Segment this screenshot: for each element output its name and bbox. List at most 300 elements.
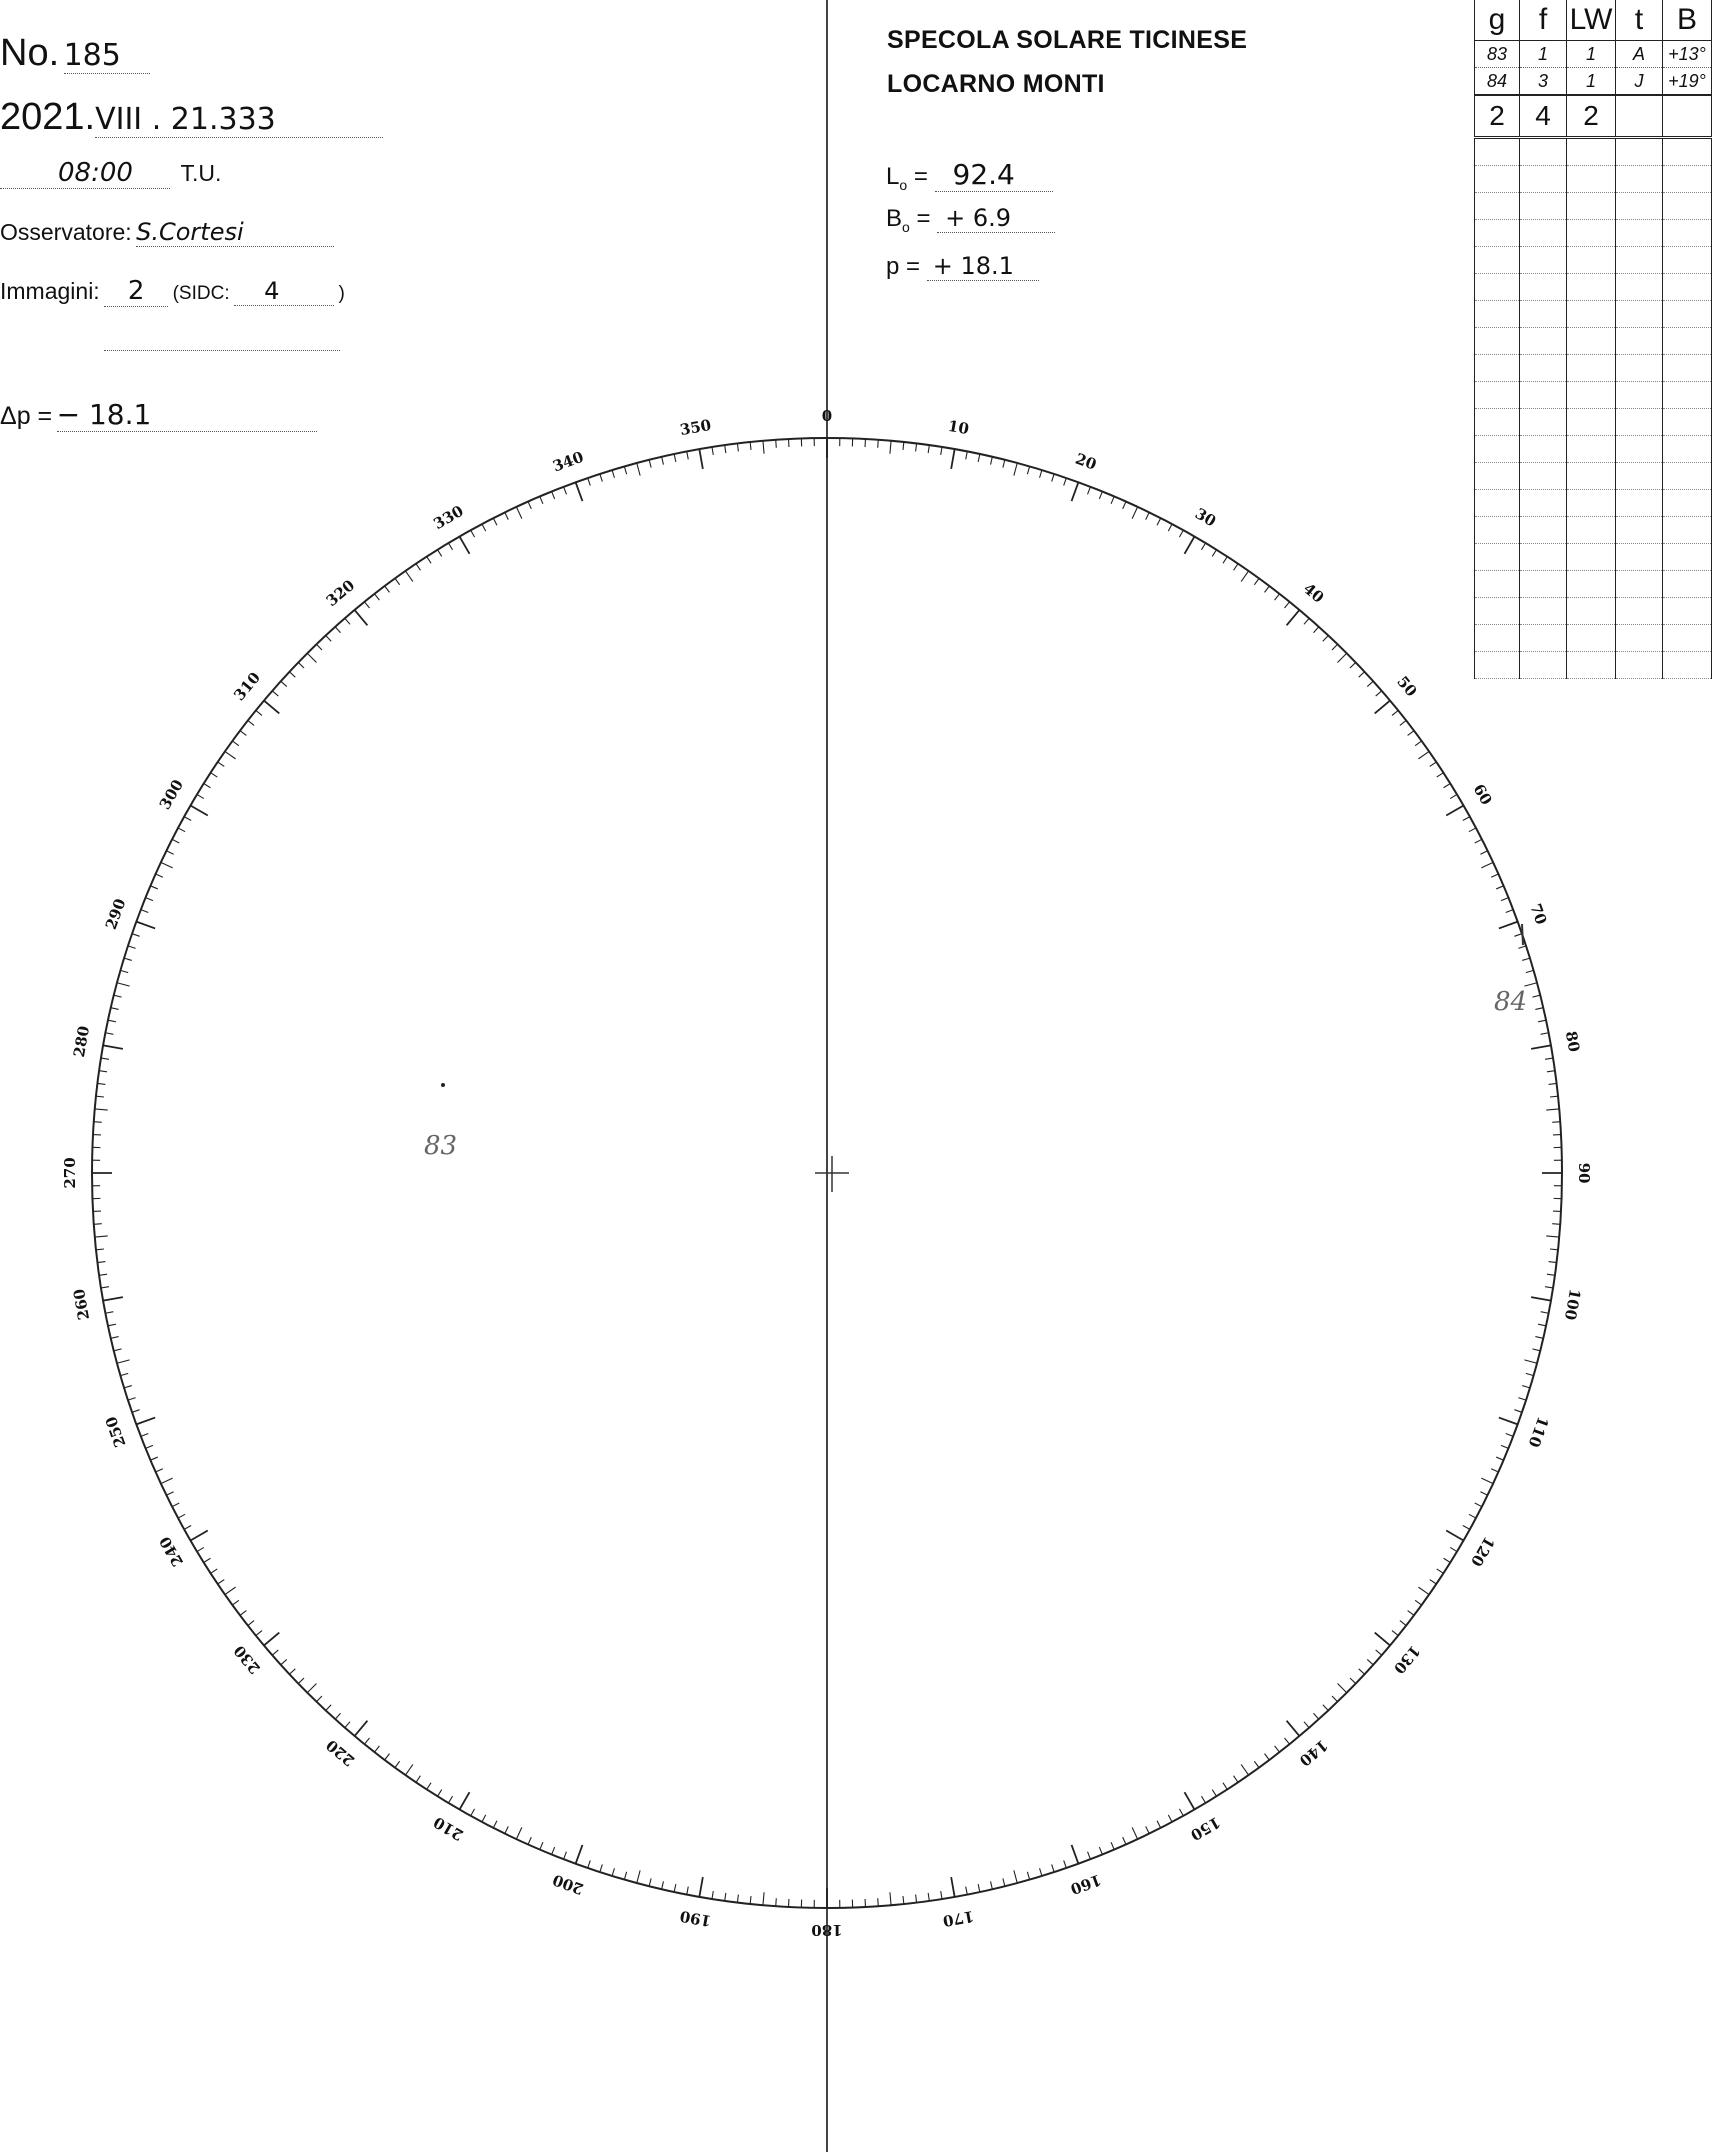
limb-tick — [1437, 1569, 1444, 1573]
limb-tick — [1157, 1821, 1161, 1828]
limb-tick — [298, 1678, 304, 1684]
limb-tick — [776, 440, 777, 448]
limb-tick — [991, 457, 993, 465]
institute-title: SPECOLA SOLARE TICINESE — [887, 26, 1248, 54]
limb-tick — [516, 507, 521, 519]
date-field[interactable]: VIII . 21.333 — [95, 102, 383, 138]
limb-tick — [649, 1878, 651, 1886]
limb-tick — [1518, 1398, 1526, 1400]
limb-tick — [1538, 1324, 1546, 1326]
limb-tick — [161, 1478, 173, 1483]
limb-tick — [1323, 1705, 1328, 1711]
limb-tick — [1375, 701, 1390, 714]
limb-tick — [951, 449, 954, 469]
limb-tick — [1350, 662, 1356, 668]
limb-tick — [674, 1884, 676, 1892]
limb-tick — [99, 1071, 107, 1072]
limb-tick — [903, 1896, 904, 1904]
limb-tick — [890, 1892, 891, 1905]
delta-p-field[interactable]: − 18.1 — [57, 398, 317, 432]
limb-tick — [763, 1892, 764, 1905]
limb-tick — [1400, 720, 1406, 725]
limb-tick-label: 150 — [1187, 1812, 1224, 1845]
limb-tick — [405, 571, 412, 582]
limb-tick — [1265, 1754, 1270, 1760]
limb-tick — [1350, 1678, 1356, 1684]
limb-tick — [493, 1821, 497, 1828]
limb-tick-label: 190 — [678, 1906, 713, 1931]
limb-tick — [662, 457, 664, 465]
limb-tick-label: 40 — [1299, 579, 1328, 607]
limb-tick — [117, 1360, 130, 1363]
limb-tick — [111, 1008, 119, 1010]
limb-tick — [111, 1337, 119, 1339]
limb-tick — [124, 1386, 132, 1388]
limb-tick — [307, 653, 316, 662]
limb-tick — [878, 440, 879, 448]
limb-tick — [460, 536, 470, 553]
limb-tick — [248, 1621, 254, 1626]
limb-tick — [928, 445, 929, 453]
limb-tick — [225, 1587, 236, 1594]
limb-tick — [395, 578, 400, 584]
limb-tick — [1400, 1621, 1406, 1626]
limb-tick — [374, 594, 379, 600]
group-table-cell[interactable]: 1 — [1520, 41, 1567, 68]
limb-tick — [737, 443, 738, 451]
limb-tick — [106, 1312, 114, 1314]
limb-tick — [1040, 1868, 1042, 1876]
limb-tick-label: 100 — [1560, 1287, 1585, 1322]
limb-tick — [197, 1547, 204, 1551]
limb-tick — [1072, 1845, 1079, 1864]
limb-tick — [106, 1033, 114, 1035]
limb-tick-label: 350 — [678, 415, 713, 440]
limb-tick — [1359, 1669, 1365, 1674]
limb-tick — [588, 478, 591, 486]
limb-tick — [1446, 1531, 1463, 1541]
limb-tick — [335, 627, 340, 633]
limb-tick — [1099, 492, 1102, 499]
limb-tick — [1201, 543, 1205, 550]
group-table-cell[interactable]: 1 — [1567, 41, 1616, 68]
limb-tick — [1547, 1071, 1555, 1072]
limb-tick — [903, 442, 904, 450]
limb-tick-label: 340 — [550, 447, 586, 476]
time-field[interactable]: 08:00 — [0, 158, 170, 189]
limb-tick — [637, 463, 640, 476]
group-table-cell[interactable]: 1 — [1567, 68, 1616, 96]
limb-tick — [1234, 1776, 1238, 1783]
limb-tick — [99, 1274, 107, 1275]
limb-tick — [1526, 970, 1534, 972]
limb-tick — [750, 442, 751, 450]
limb-tick — [712, 447, 713, 455]
limb-tick — [1168, 524, 1172, 531]
limb-tick-label: 290 — [101, 896, 130, 932]
limb-tick — [1088, 487, 1091, 494]
limb-tick — [1088, 1852, 1091, 1859]
limb-tick — [1481, 862, 1493, 867]
limb-tick — [1223, 1783, 1227, 1790]
limb-tick-label: 30 — [1191, 504, 1220, 531]
limb-tick — [1212, 550, 1216, 557]
limb-tick — [95, 1109, 108, 1110]
limb-tick — [482, 524, 486, 531]
limb-tick — [1463, 817, 1470, 821]
limb-tick — [1185, 1792, 1195, 1809]
limb-tick — [576, 1845, 583, 1864]
limb-tick — [1444, 784, 1451, 788]
limb-tick — [101, 1058, 109, 1059]
l0-label: $L_o$ = — [886, 163, 928, 193]
group-table-cell[interactable]: A — [1616, 41, 1663, 68]
limb-tick — [928, 1893, 929, 1901]
b0-field[interactable]: + 6.9 — [937, 204, 1055, 233]
limb-tick — [1132, 1827, 1137, 1839]
limb-tick — [97, 1083, 105, 1084]
limb-tick — [600, 1864, 602, 1872]
limb-tick — [184, 1525, 191, 1529]
limb-tick — [132, 1410, 140, 1413]
limb-tick-label: 10 — [946, 416, 971, 439]
limb-tick — [1027, 466, 1029, 474]
group-table-total-cell[interactable]: 4 — [1520, 95, 1567, 138]
group-table-total-cell[interactable]: 2 — [1567, 95, 1616, 138]
limb-tick — [1437, 773, 1444, 777]
limb-tick — [528, 1837, 531, 1844]
limb-tick — [156, 874, 163, 877]
limb-tick — [1549, 1083, 1557, 1084]
sidc-field[interactable]: 4 — [234, 277, 334, 306]
limb-tick — [136, 922, 155, 929]
limb-tick — [637, 1870, 640, 1883]
limb-tick — [1499, 922, 1518, 929]
limb-tick — [1546, 1236, 1559, 1237]
limb-tick — [1241, 1764, 1248, 1775]
limb-tick — [1254, 1761, 1259, 1767]
limb-tick — [1313, 627, 1318, 633]
limb-tick — [564, 1852, 567, 1859]
limb-tick — [612, 470, 614, 478]
limb-tick-label: 90 — [1575, 1162, 1593, 1184]
limb-tick-label: 260 — [69, 1287, 94, 1322]
group-table-header-b: B — [1663, 0, 1712, 41]
limb-tick — [256, 1631, 262, 1636]
limb-tick — [1547, 1274, 1555, 1275]
limb-tick — [146, 898, 153, 901]
limb-tick — [1524, 1360, 1537, 1363]
limb-tick — [374, 1746, 379, 1752]
limb-tick — [1338, 653, 1347, 662]
limb-tick — [438, 1790, 442, 1797]
limb-tick — [1052, 474, 1054, 482]
limb-tick — [1475, 839, 1482, 843]
limb-tick — [385, 1754, 390, 1760]
limb-tick — [114, 995, 122, 997]
limb-tick — [624, 466, 626, 474]
limb-tick — [1552, 1122, 1560, 1123]
limb-tick — [1146, 1826, 1150, 1833]
limb-tick — [1168, 1815, 1172, 1822]
limb-tick-label: 160 — [1068, 1870, 1104, 1899]
p-field[interactable]: + 18.1 — [927, 252, 1039, 281]
group-table-header-g: g — [1475, 0, 1520, 41]
limb-tick — [172, 1503, 179, 1507]
limb-tick — [1514, 934, 1522, 937]
limb-tick — [528, 502, 531, 509]
limb-tick — [124, 958, 132, 960]
limb-tick — [101, 1287, 109, 1288]
limb-tick — [94, 1122, 102, 1123]
limb-tick — [132, 934, 140, 937]
limb-tick — [166, 851, 173, 855]
limb-tick — [1359, 672, 1365, 677]
limb-tick — [1514, 1410, 1522, 1413]
group-table-cell[interactable]: 3 — [1520, 68, 1567, 96]
limb-tick — [1491, 874, 1498, 877]
limb-tick — [448, 543, 452, 550]
limb-tick — [1179, 530, 1183, 537]
limb-tick — [1146, 512, 1150, 519]
limb-tick — [416, 564, 420, 571]
limb-tick — [552, 492, 555, 499]
limb-tick — [1545, 1287, 1553, 1288]
limb-tick — [141, 1434, 148, 1437]
l0-field[interactable]: 92.4 — [935, 158, 1053, 192]
limb-tick — [460, 1792, 470, 1809]
limb-tick — [482, 1815, 486, 1822]
limb-tick-label: 240 — [155, 1533, 188, 1570]
limb-tick — [1538, 1020, 1546, 1022]
sunspot-dot — [441, 1083, 445, 1087]
limb-tick — [1003, 1878, 1005, 1886]
limb-tick — [204, 784, 211, 788]
limb-tick — [699, 449, 702, 469]
group-label-84: 84 — [1494, 987, 1528, 1017]
limb-tick-label: 210 — [430, 1812, 467, 1845]
limb-tick — [1480, 1492, 1487, 1496]
limb-tick — [1418, 751, 1429, 758]
limb-tick — [1541, 1312, 1549, 1314]
limb-tick — [316, 644, 322, 650]
limb-tick — [1392, 710, 1398, 715]
group-table-cell[interactable]: +13° — [1663, 41, 1712, 68]
number-field[interactable]: 185 — [64, 38, 150, 74]
limb-tick — [1550, 1249, 1558, 1250]
limb-tick — [1003, 460, 1005, 468]
limb-tick — [1480, 851, 1487, 855]
observer-field[interactable]: S.Cortesi — [136, 218, 334, 247]
limb-tick — [1123, 502, 1126, 509]
limb-tick — [725, 445, 726, 453]
limb-tick — [1518, 946, 1526, 948]
limb-tick — [1313, 1713, 1318, 1719]
limb-tick — [1501, 898, 1508, 901]
limb-tick — [190, 1531, 207, 1541]
limb-tick — [1499, 1418, 1518, 1425]
limb-tick — [178, 1514, 185, 1518]
limb-tick — [1212, 1790, 1216, 1797]
limb-tick — [737, 1895, 738, 1903]
limb-tick — [96, 1249, 104, 1250]
limb-tick — [1332, 644, 1338, 650]
limb-tick — [240, 731, 246, 736]
limb-tick — [136, 1418, 155, 1425]
limb-tick — [1287, 1721, 1300, 1736]
limb-tick — [991, 1881, 993, 1889]
limb-tick — [1234, 564, 1238, 571]
limb-tick — [1496, 1457, 1503, 1460]
limb-tick — [281, 681, 287, 686]
limb-tick — [405, 1764, 412, 1775]
limb-tick — [326, 635, 331, 641]
limb-tick — [1550, 1096, 1558, 1097]
delta-p-label: Δp = — [0, 402, 53, 430]
images-field[interactable]: 2 — [104, 276, 168, 307]
limb-tick — [97, 1262, 105, 1263]
limb-tick — [1501, 1445, 1508, 1448]
limb-tick — [94, 1224, 102, 1225]
limb-tick — [1469, 1514, 1476, 1518]
limb-tick — [878, 1898, 879, 1906]
limb-tick — [211, 773, 218, 777]
limb-tick — [725, 1893, 726, 1901]
limb-tick — [1304, 1722, 1309, 1728]
limb-tick — [289, 1669, 295, 1674]
limb-tick — [128, 946, 136, 948]
limb-tick — [1463, 1525, 1470, 1529]
limb-tick — [156, 1469, 163, 1472]
limb-tick — [1323, 635, 1328, 641]
limb-tick — [1541, 1033, 1549, 1035]
limb-tick — [1014, 1870, 1017, 1883]
limb-tick — [1376, 691, 1382, 696]
limb-tick — [103, 1297, 123, 1300]
limb-tick — [624, 1872, 626, 1880]
limb-tick-label: 280 — [69, 1024, 94, 1059]
limb-tick — [1052, 1864, 1054, 1872]
limb-tick — [1132, 507, 1137, 519]
limb-tick-label: 320 — [322, 576, 359, 611]
limb-tick — [1524, 983, 1537, 986]
limb-tick — [687, 1887, 689, 1895]
limb-tick — [1099, 1847, 1102, 1854]
limb-tick — [1506, 1434, 1513, 1437]
limb-tick — [978, 1884, 980, 1892]
limb-tick — [978, 454, 980, 462]
group-table-total-cell[interactable]: 2 — [1475, 95, 1520, 138]
limb-tick — [146, 1445, 153, 1448]
limb-tick — [1549, 1262, 1557, 1263]
limb-tick — [289, 672, 295, 677]
limb-tick — [966, 452, 968, 460]
limb-tick-label: 170 — [941, 1906, 976, 1931]
limb-tick-label: 120 — [1466, 1533, 1499, 1570]
limb-tick — [281, 1659, 287, 1664]
limb-tick — [1285, 1738, 1290, 1744]
limb-tick — [1304, 618, 1309, 624]
limb-tick — [355, 610, 368, 625]
group-table-cell[interactable]: 84 — [1475, 68, 1520, 96]
limb-tick — [108, 1020, 116, 1022]
limb-tick — [1392, 1631, 1398, 1636]
location-title: LOCARNO MONTI — [887, 70, 1105, 98]
limb-tick — [916, 1895, 917, 1903]
limb-tick — [1481, 1478, 1493, 1483]
group-table-cell[interactable]: +19° — [1663, 68, 1712, 96]
limb-tick — [505, 512, 509, 519]
limb-tick — [540, 1842, 543, 1849]
limb-tick — [150, 886, 157, 889]
limb-tick — [1367, 1659, 1373, 1664]
limb-tick-label: 270 — [61, 1157, 79, 1189]
limb-tick — [1408, 1611, 1414, 1616]
limb-tick — [150, 1457, 157, 1460]
limb-tick — [1040, 470, 1042, 478]
group-table-cell[interactable]: 83 — [1475, 41, 1520, 68]
limb-tick — [128, 1398, 136, 1400]
limb-tick — [395, 1761, 400, 1767]
limb-tick — [1275, 1746, 1280, 1752]
observer-label: Osservatore: — [0, 219, 132, 245]
limb-tick — [564, 487, 567, 494]
limb-tick-label: 50 — [1393, 672, 1421, 701]
group-table-header-t: t — [1616, 0, 1663, 41]
limb-tick — [649, 460, 651, 468]
limb-tick — [588, 1860, 591, 1868]
limb-tick — [240, 1611, 246, 1616]
limb-tick — [1332, 1696, 1338, 1702]
limb-tick — [256, 710, 262, 715]
limb-tick — [272, 1650, 278, 1655]
limb-tick — [1545, 1058, 1553, 1059]
limb-tick — [576, 482, 583, 501]
limb-tick — [516, 1827, 521, 1839]
limb-tick — [1072, 482, 1079, 501]
limb-tick — [172, 839, 179, 843]
group-table-cell[interactable]: J — [1616, 68, 1663, 96]
limb-tick-label: 220 — [322, 1735, 359, 1770]
sidc-close: ) — [338, 283, 345, 304]
limb-tick — [552, 1847, 555, 1854]
limb-tick — [326, 1705, 331, 1711]
limb-tick — [184, 817, 191, 821]
limb-tick-label: 310 — [230, 668, 265, 705]
limb-tick — [232, 741, 238, 746]
images-label: Immagini: — [0, 278, 100, 304]
limb-tick — [108, 1324, 116, 1326]
limb-tick-label: 110 — [1524, 1414, 1553, 1450]
p-label: p = — [886, 253, 921, 280]
limb-tick — [1532, 1349, 1540, 1351]
limb-tick — [540, 496, 543, 503]
sunspot-mark — [1522, 924, 1523, 945]
limb-tick — [232, 1600, 238, 1605]
limb-tick — [1415, 741, 1421, 746]
limb-tick — [211, 1569, 218, 1573]
limb-tick — [1552, 1224, 1560, 1225]
limb-tick — [120, 970, 128, 972]
limb-tick — [190, 806, 207, 816]
limb-tick — [1223, 557, 1227, 564]
limb-tick — [1064, 478, 1067, 486]
limb-tick — [1375, 1633, 1390, 1646]
limb-tick — [941, 1891, 942, 1899]
limb-tick — [355, 1721, 368, 1736]
limb-tick — [248, 720, 254, 725]
limb-tick — [316, 1696, 322, 1702]
